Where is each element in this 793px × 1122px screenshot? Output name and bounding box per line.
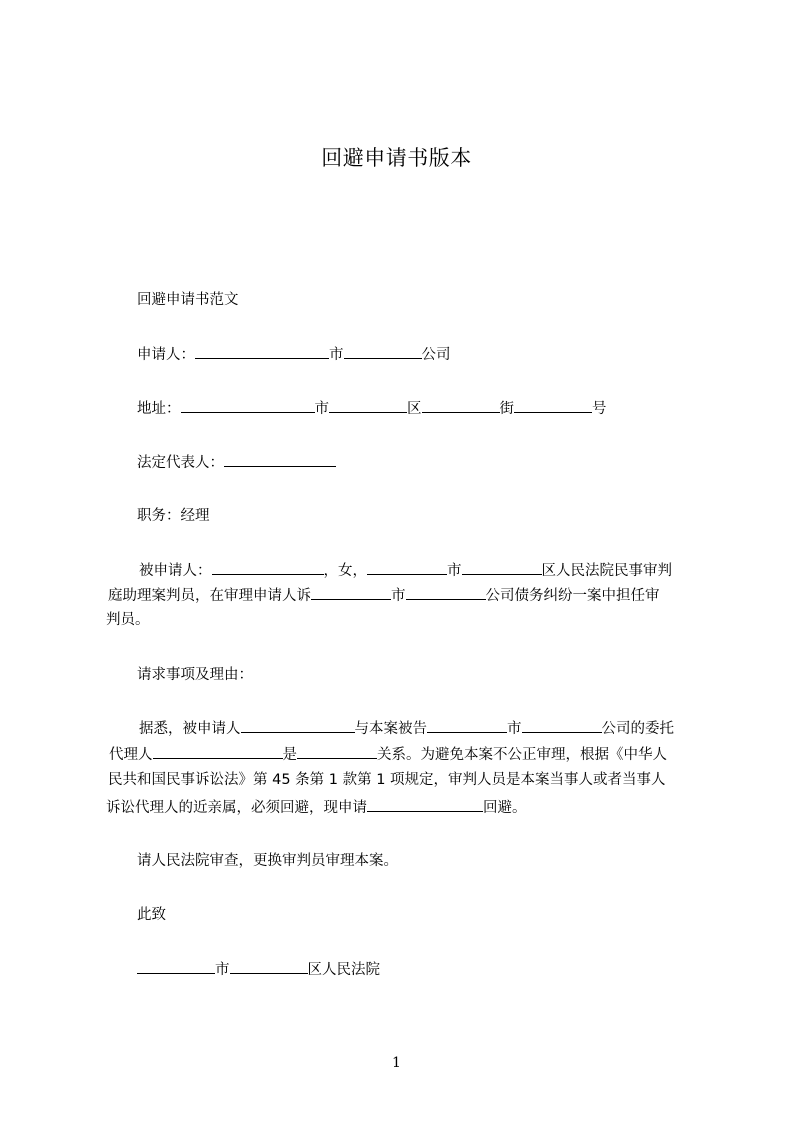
- address-district-label: 区: [407, 401, 422, 417]
- reason-blank-6: [367, 797, 483, 812]
- closing-request: 请人民法院审查，更换审判员审理本案。: [137, 853, 398, 869]
- reason-line-2: 代理人 是 关系。为避免本案不公正审理，根据《中华人: [109, 744, 667, 765]
- legal-rep-blank: [224, 452, 336, 467]
- address-city-label: 市: [314, 401, 329, 417]
- reason-blank-1: [241, 718, 355, 733]
- reason-line-3: 民共和国民事诉讼法》第 45 条第 1 款第 1 项规定，审判人员是本案当事人或者当事人: [108, 772, 666, 788]
- request-heading: 请求事项及理由：: [137, 667, 253, 683]
- respondent-district-blank: [462, 560, 542, 575]
- address-street-label: 街: [499, 401, 514, 417]
- applicant-city-blank: [344, 344, 422, 359]
- address-blank-3: [422, 398, 500, 413]
- respondent-line-2: 庭助理案判员，在审理申请人诉 市 公司债务纠纷一案中担任审: [108, 585, 660, 606]
- address-line: [137, 398, 607, 419]
- court-city-blank: [137, 959, 215, 974]
- page-number: 1: [392, 1055, 401, 1071]
- court-district-blank: [230, 959, 308, 974]
- applicant-city-label: 市: [329, 347, 344, 363]
- respondent-case-blank-1: [311, 585, 391, 600]
- doc-subtitle: 回避申请书范文: [137, 292, 239, 308]
- legal-rep-line: [137, 452, 336, 473]
- reason-blank-2: [427, 718, 507, 733]
- address-blank-4: [514, 398, 592, 413]
- address-number-label: 号: [592, 401, 607, 417]
- applicant-company-label: 公司: [421, 347, 451, 363]
- position-line: 职务：经理: [137, 508, 210, 524]
- reason-blank-4: [153, 744, 283, 759]
- respondent-case-blank-2: [406, 585, 486, 600]
- respondent-name-blank: [212, 560, 324, 575]
- reason-line-1: 据悉，被申请人 与本案被告 市 公司的委托: [139, 718, 674, 739]
- applicant-line: [137, 344, 451, 365]
- address-label: 地址：: [137, 401, 181, 417]
- reason-line-4: 诉讼代理人的近亲属，必须回避，现申请 回避。: [106, 797, 527, 818]
- applicant-name-blank: [195, 344, 329, 359]
- address-blank-2: [329, 398, 407, 413]
- reason-blank-5: [297, 744, 377, 759]
- address-blank-1: [181, 398, 315, 413]
- respondent-line-1: 被申请人： ，女， 市 区人民法院民事审判: [139, 560, 672, 581]
- respondent-line-3: 判员。: [106, 612, 150, 628]
- court-line: 市 区人民法院: [137, 959, 380, 980]
- document-title: 回避申请书版本: [321, 146, 472, 170]
- legal-rep-label: 法定代表人：: [137, 455, 224, 471]
- reason-blank-3: [522, 718, 602, 733]
- respondent-city-blank: [367, 560, 447, 575]
- salutation: 此致: [137, 907, 166, 923]
- applicant-label: 申请人：: [137, 347, 195, 363]
